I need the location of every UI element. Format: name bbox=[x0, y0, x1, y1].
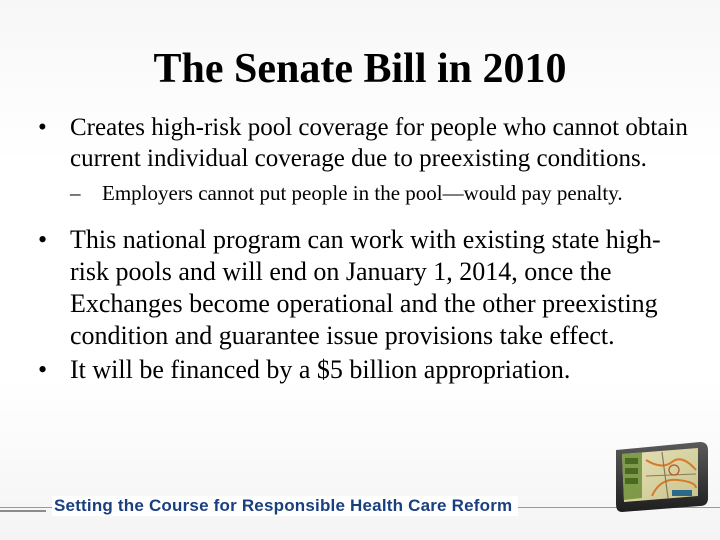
bullet-marker: • bbox=[38, 114, 47, 141]
bullet-marker: • bbox=[38, 225, 48, 254]
bullet-marker: • bbox=[38, 355, 48, 384]
sub-bullet-marker: – bbox=[70, 181, 81, 205]
sub-bullet-item bbox=[70, 180, 632, 206]
footer-tagline: Setting the Course for Responsible Health Care Reform bbox=[52, 496, 518, 516]
bullet-item bbox=[32, 112, 692, 174]
bullet-item bbox=[32, 224, 692, 352]
gps-navigation-device-icon bbox=[612, 440, 712, 514]
sub-bullet-text: Employers cannot put people in the pool—would pay penalty. bbox=[102, 181, 623, 205]
bullet-text: This national program can work with existing state high-risk pools and will end on January 1, 2014, once the Exchanges become operational and the other preexisting condition and guarantee issue provisions take effect. bbox=[70, 225, 661, 350]
slide-content bbox=[32, 112, 692, 386]
slide-title: The Senate Bill in 2010 bbox=[153, 46, 567, 92]
bullet-text: Creates high-risk pool coverage for people who cannot obtain current individual coverage due to preexisting conditions. bbox=[70, 114, 688, 172]
bullet-text: It will be financed by a $5 billion appropriation. bbox=[70, 355, 571, 384]
footer-divider-accent bbox=[0, 510, 46, 512]
bullet-item bbox=[32, 354, 692, 386]
